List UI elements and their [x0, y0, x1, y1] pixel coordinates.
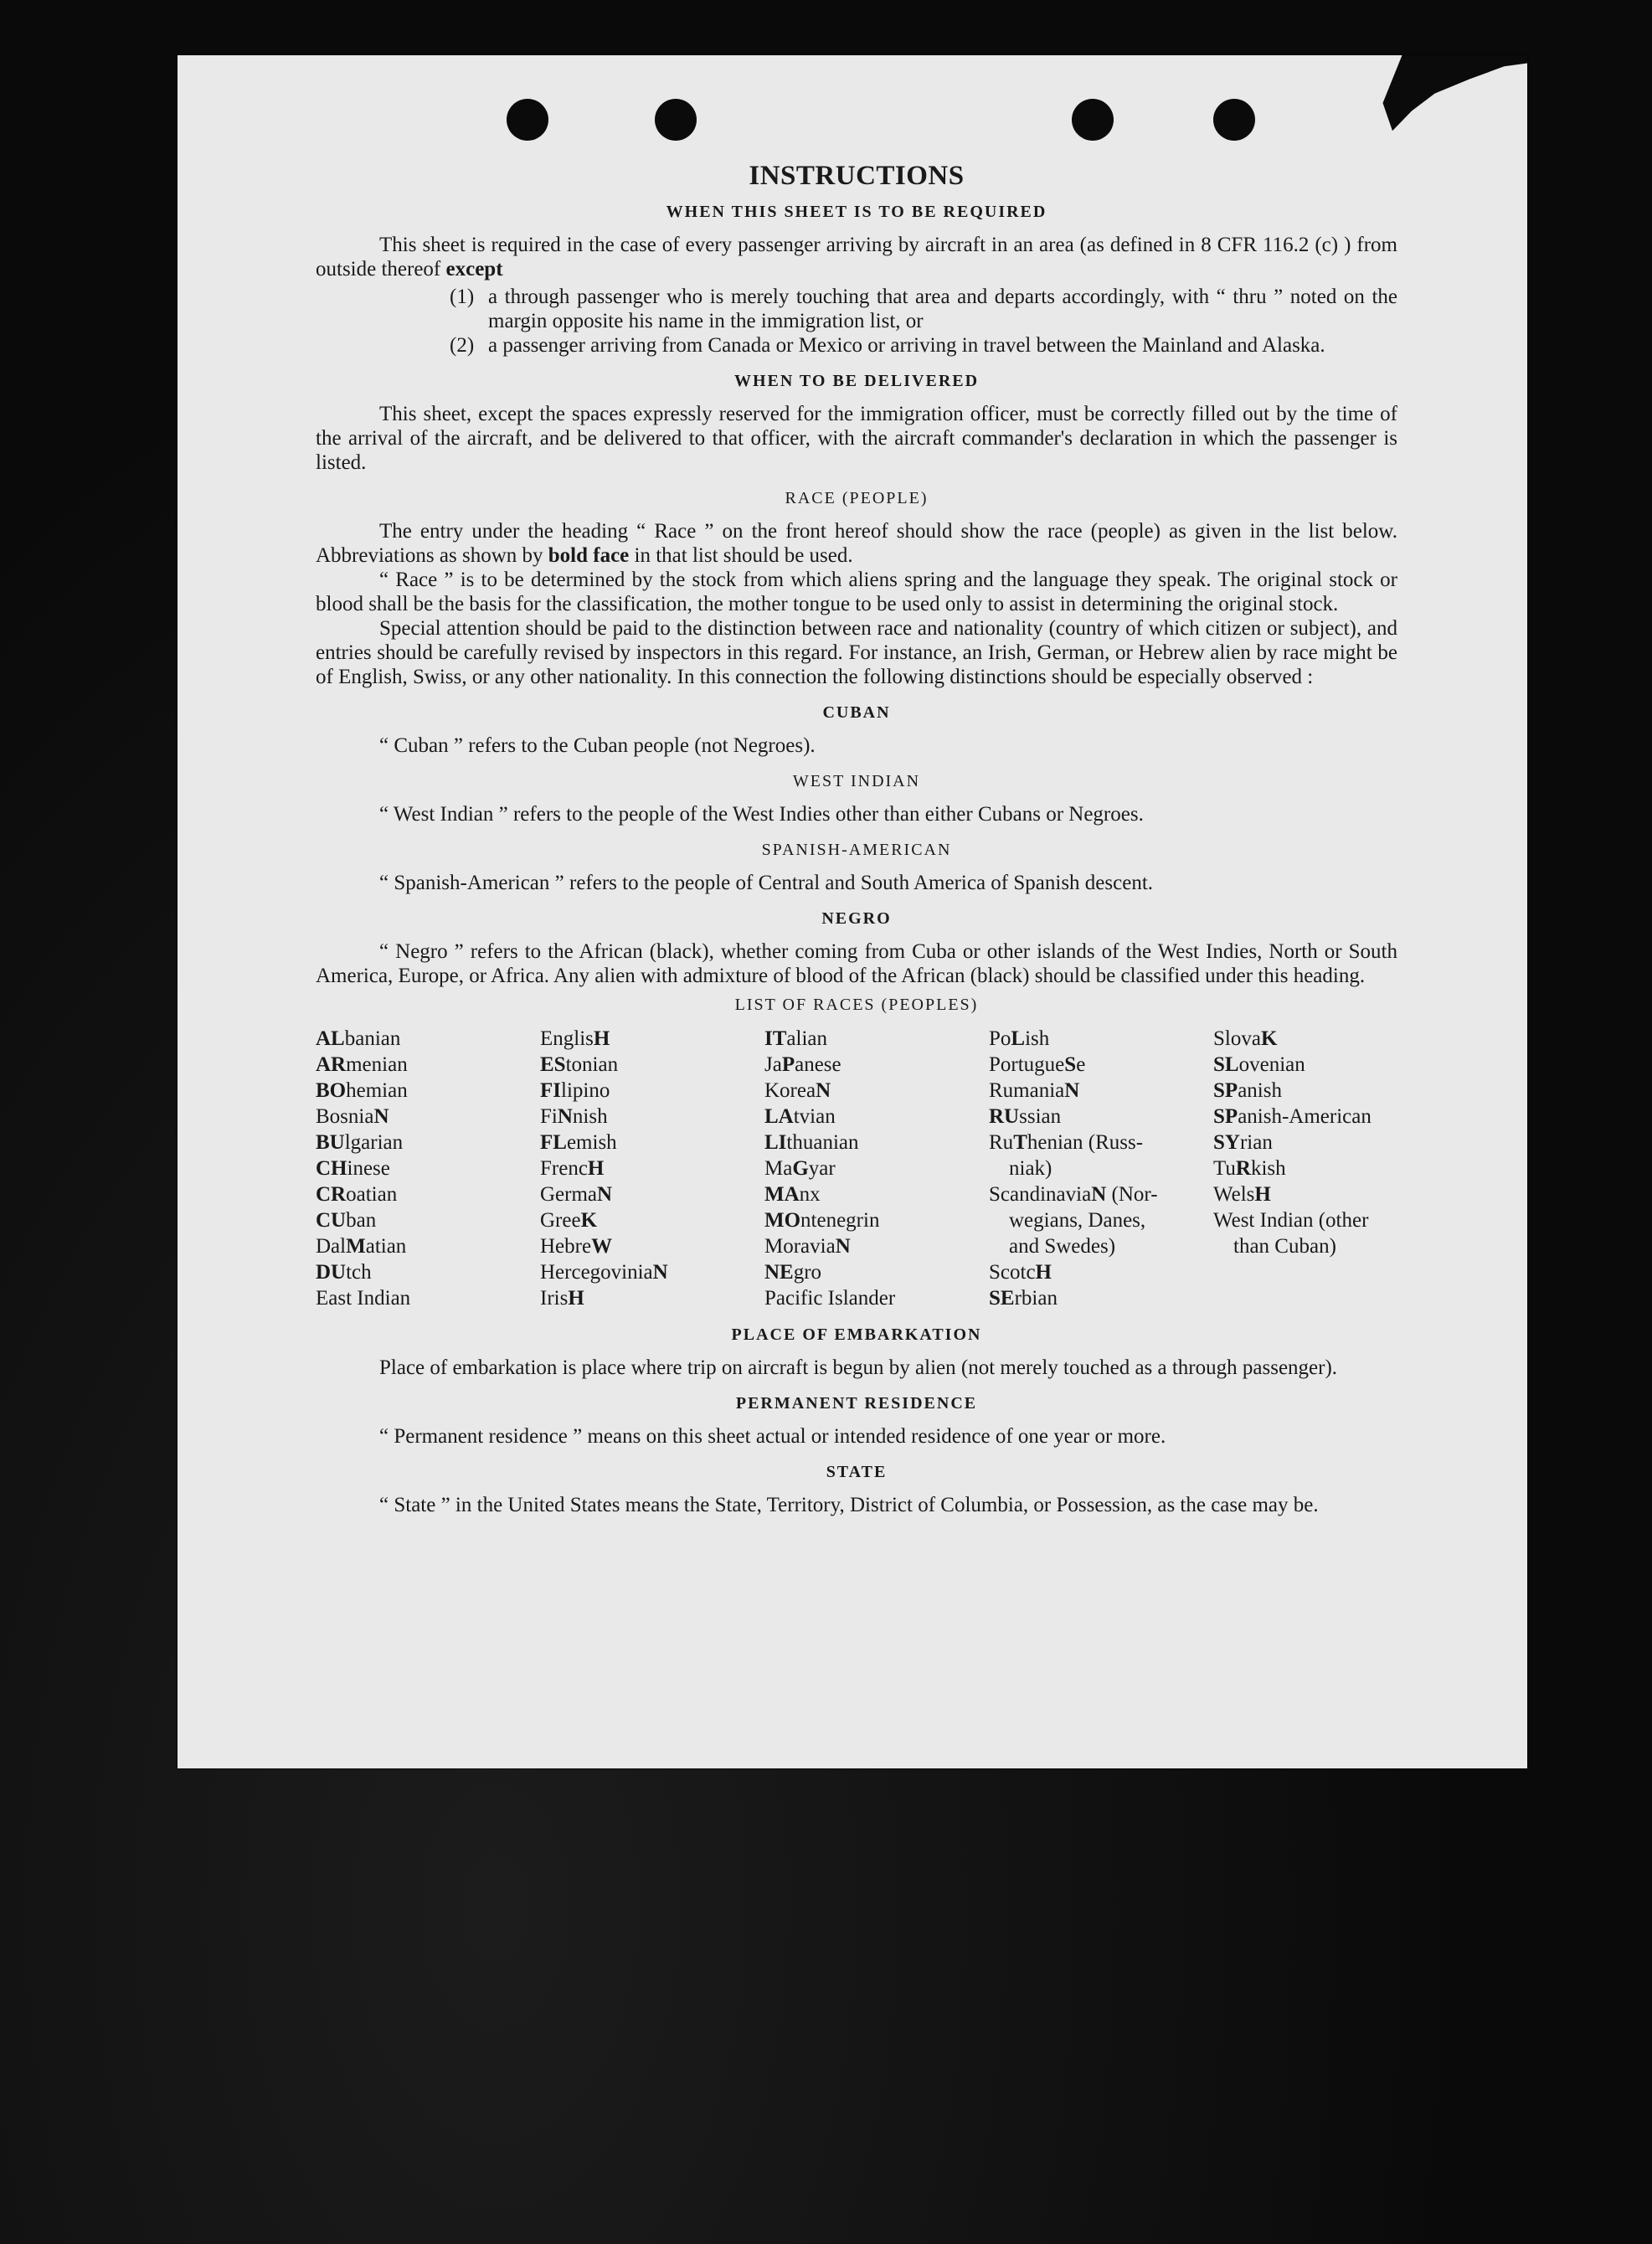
west-indian-text: “ West Indian ” refers to the people of the West Indies other than either Cubans or Negroes.	[379, 803, 1144, 826]
punch-hole	[1213, 99, 1255, 141]
race-entry: MAnx	[764, 1183, 821, 1206]
delivered-text: This sheet, except the spaces expressly reserved for the immigration officer, must be correctly filled out by the time of the arrival of the aircraft, and be delivered to that officer, with the aircraft commander's declaration in which the passenger is listed.	[316, 403, 1397, 474]
embarkation-text: Place of embarkation is place where trip on aircraft is begun by alien (not merely touched as a through passenger).	[379, 1356, 1338, 1379]
exception-item: (1) a through passenger who is merely touching that area and departs accordingly, with “ thru ” noted on the margin opposite his name in the immigration list, or	[450, 286, 1397, 332]
race-entry: NEgro	[764, 1261, 822, 1284]
race-entry: DUtch	[316, 1261, 372, 1284]
race-entry: WelsH	[1213, 1183, 1271, 1206]
race-entry: TuRkish	[1213, 1157, 1286, 1180]
cuban-text: “ Cuban ” refers to the Cuban people (not Negroes).	[379, 734, 816, 757]
torn-corner	[1335, 55, 1527, 135]
race-column	[1213, 1026, 1397, 1311]
race-entry: MaGyar	[764, 1157, 836, 1180]
race-column	[989, 1026, 1213, 1311]
race-entry: ITalian	[764, 1027, 827, 1050]
race-entry: than Cuban)	[1233, 1235, 1336, 1258]
race-entry: RuThenian (Russ-	[989, 1131, 1144, 1154]
race-entry: BosniaN	[316, 1105, 389, 1128]
race-entry: KoreaN	[764, 1079, 831, 1102]
race-entry: ScotcH	[989, 1261, 1052, 1284]
race-entry: FLemish	[540, 1131, 617, 1154]
race-entry: BUlgarian	[316, 1131, 404, 1154]
state-text: “ State ” in the United States means the State, Territory, District of Columbia, or Possession, as the case may be.	[379, 1494, 1319, 1516]
race-paragraph-3: Special attention should be paid to the distinction between race and nationality (country of which citizen or subject), and entries should be carefully revised by inspectors in this regard. For instance, an Irish, German, or Hebrew alien by race might be of English, Swiss, or any other nationality. In this connection the following distinctions should be especially observed :	[316, 617, 1397, 688]
negro-text: “ Negro ” refers to the African (black), whether coming from Cuba or other islands of the West Indies, North or South America, Europe, or Africa. Any alien with admixture of blood of the African (black) should be classified under this heading.	[316, 940, 1397, 987]
heading-spanish-american: SPANISH-AMERICAN	[761, 841, 952, 859]
race-entry: wegians, Danes,	[1009, 1209, 1146, 1232]
heading-list-of-races: LIST OF RACES (PEOPLES)	[734, 996, 979, 1014]
race-entry: EnglisH	[540, 1027, 610, 1050]
heading-cuban: CUBAN	[822, 703, 891, 722]
race-entry: LIthuanian	[764, 1131, 859, 1154]
race-entry: PortugueSe	[989, 1053, 1086, 1076]
race-entry: SYrian	[1213, 1131, 1273, 1154]
exception-list	[450, 285, 1397, 358]
race-entry: West Indian (other	[1213, 1209, 1369, 1232]
heading-negro: NEGRO	[821, 909, 892, 928]
document-sheet	[178, 55, 1527, 1768]
race-entry: SPanish	[1213, 1079, 1282, 1102]
race-entry: MOntenegrin	[764, 1209, 880, 1232]
punch-hole	[655, 99, 697, 141]
race-entry: ScandinaviaN (Nor-	[989, 1183, 1158, 1206]
race-paragraph-2: “ Race ” is to be determined by the stock from which aliens spring and the language they speak. The original stock or blood shall be the basis for the classification, the mother tongue to be used only to assist in determining the original stock.	[316, 569, 1397, 615]
punch-hole	[1072, 99, 1114, 141]
heading-required: WHEN THIS SHEET IS TO BE REQUIRED	[666, 203, 1047, 221]
page-title: INSTRUCTIONS	[749, 161, 965, 191]
race-entry: GermaN	[540, 1183, 613, 1206]
race-entry: HebreW	[540, 1235, 613, 1258]
race-entry: FIlipino	[540, 1079, 610, 1102]
race-paragraph-1: The entry under the heading “ Race ” on the front hereof should show the race (people) as given in the list below. Abbreviations as shown by bold face in that list should be used.	[316, 520, 1397, 567]
race-entry: DalMatian	[316, 1235, 407, 1258]
race-entry: FiNnish	[540, 1105, 608, 1128]
race-entry: ARmenian	[316, 1053, 408, 1076]
race-entry: MoraviaN	[764, 1235, 851, 1258]
race-entry: SErbian	[989, 1287, 1058, 1310]
race-entry: CRoatian	[316, 1183, 398, 1206]
required-intro: This sheet is required in the case of every passenger arriving by aircraft in an area (as defined in 8 CFR 116.2 (c) ) from outside thereof except	[316, 234, 1397, 280]
race-entry: PoLish	[989, 1027, 1050, 1050]
spanish-american-text: “ Spanish-American ” refers to the people of Central and South America of Spanish descent.	[379, 872, 1154, 894]
race-entry: ALbanian	[316, 1027, 401, 1050]
races-table	[316, 1026, 1397, 1311]
race-entry: SLovenian	[1213, 1053, 1305, 1076]
heading-race: RACE (PEOPLE)	[785, 489, 929, 507]
heading-embarkation: PLACE OF EMBARKATION	[731, 1325, 982, 1344]
race-entry: LAtvian	[764, 1105, 836, 1128]
race-entry: GreeK	[540, 1209, 598, 1232]
race-column	[540, 1026, 764, 1311]
race-entry: FrencH	[540, 1157, 605, 1180]
heading-west-indian: WEST INDIAN	[792, 772, 921, 790]
instructions-body	[316, 161, 1397, 1517]
race-entry: IrisH	[540, 1287, 584, 1310]
residence-text: “ Permanent residence ” means on this sheet actual or intended residence of one year or more.	[379, 1425, 1166, 1448]
race-entry: niak)	[1009, 1157, 1052, 1180]
race-entry: and Swedes)	[1009, 1235, 1116, 1258]
heading-delivered: WHEN TO BE DELIVERED	[733, 372, 980, 390]
race-entry: CHinese	[316, 1157, 390, 1180]
heading-residence: PERMANENT RESIDENCE	[735, 1394, 978, 1413]
race-entry: SPanish-American	[1213, 1105, 1372, 1128]
race-entry: JaPanese	[764, 1053, 841, 1076]
race-entry: HercegoviniaN	[540, 1261, 668, 1284]
race-entry: Pacific Islander	[764, 1287, 896, 1310]
punch-hole	[507, 99, 548, 141]
exception-item: (2) a passenger arriving from Canada or Mexico or arriving in travel between the Mainland and Alaska.	[450, 334, 1325, 357]
race-entry: East Indian	[316, 1287, 411, 1310]
race-entry: CUban	[316, 1209, 377, 1232]
race-entry: SlovaK	[1213, 1027, 1278, 1050]
race-entry: RumaniaN	[989, 1079, 1080, 1102]
race-entry: EStonian	[540, 1053, 619, 1076]
race-column	[764, 1026, 989, 1311]
heading-state: STATE	[826, 1463, 888, 1481]
race-entry: BOhemian	[316, 1079, 408, 1102]
race-entry: RUssian	[989, 1105, 1062, 1128]
race-column	[316, 1026, 540, 1311]
